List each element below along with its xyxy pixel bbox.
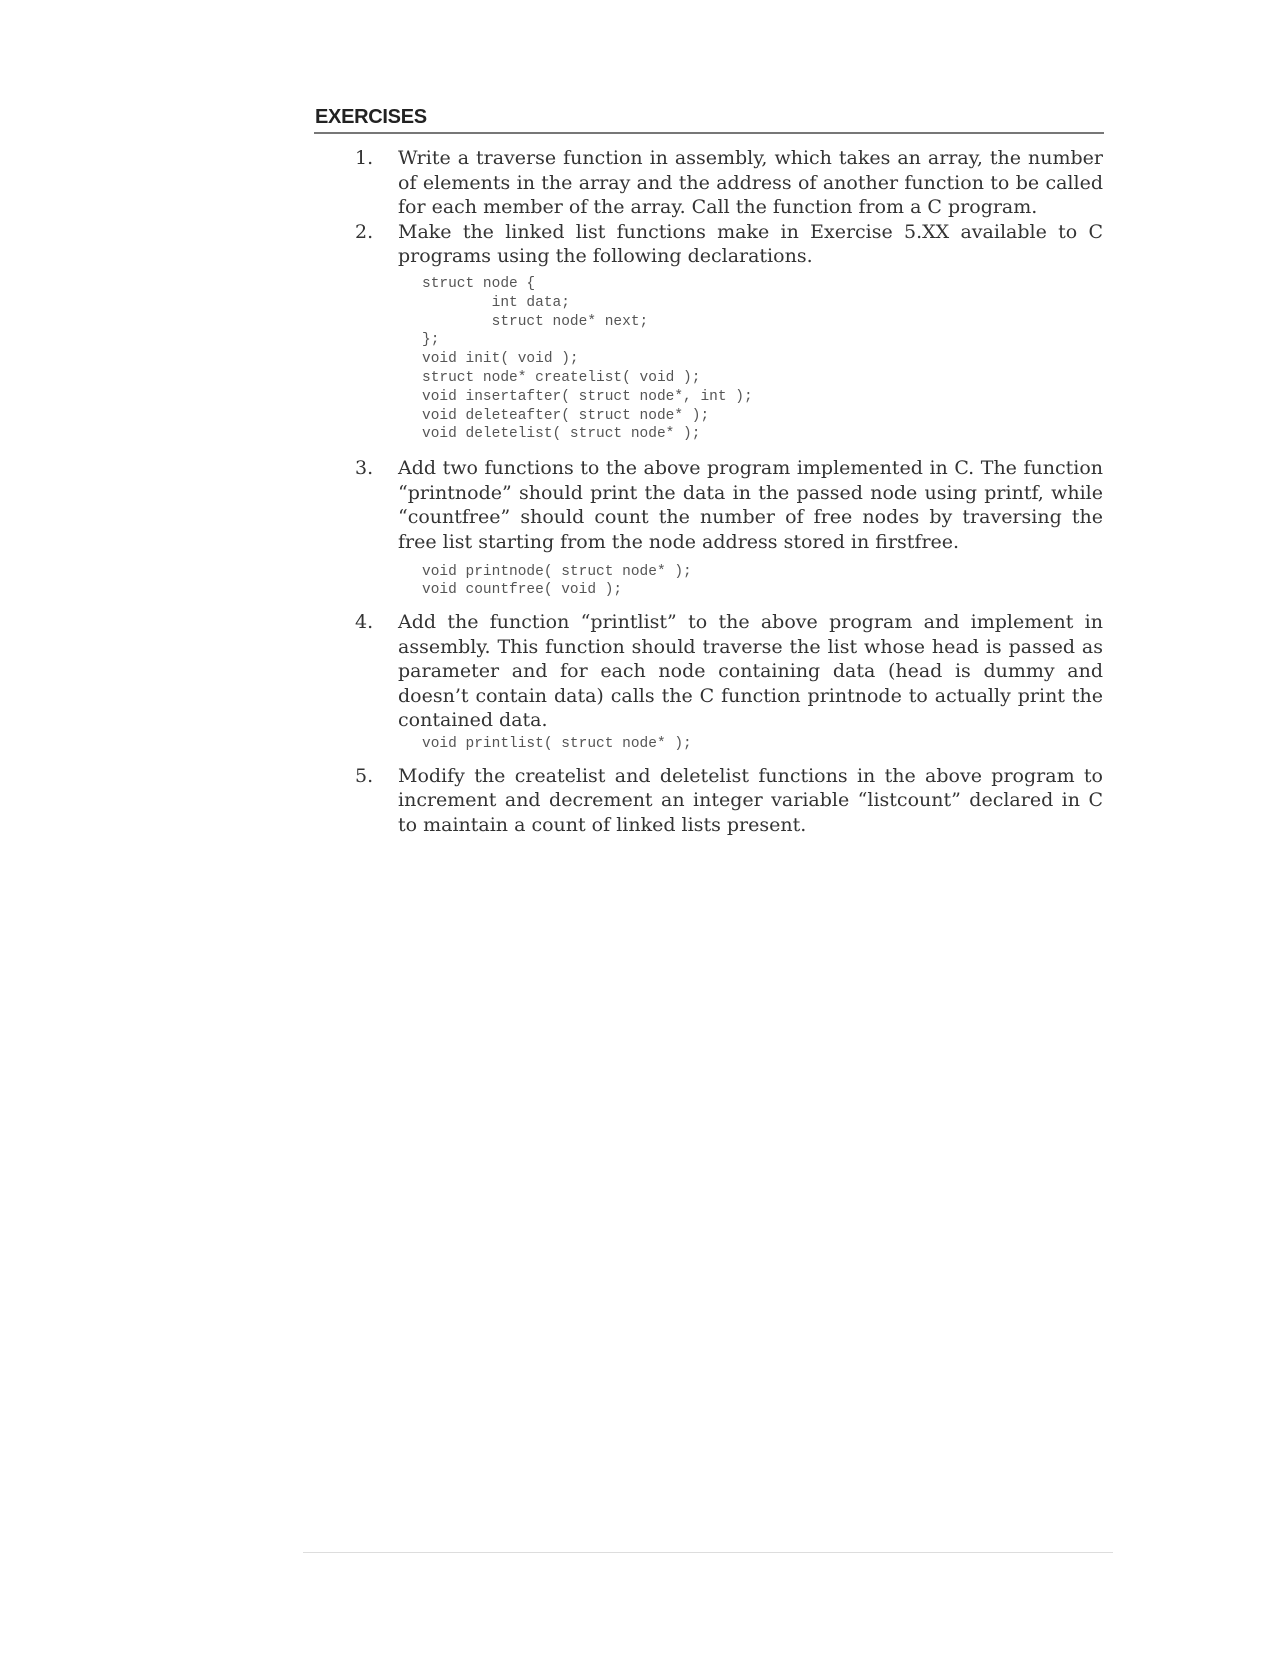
exercise-item-5 bbox=[355, 764, 1103, 838]
code-block: void printlist( struct node* ); bbox=[422, 736, 692, 753]
heading-rule bbox=[314, 132, 1104, 134]
section-heading: EXERCISES bbox=[315, 106, 427, 128]
exercise-text: Add two functions to the above program implemented in C. The function “printnode” should print the data in the passed node using printf, while “countfree” should count the number of free nodes by traversing the free list starting from the node address stored in firstfree. bbox=[398, 457, 1103, 553]
code-block: void printnode( struct node* ); void countfree( void ); bbox=[422, 563, 692, 599]
exercise-item-3 bbox=[355, 456, 1103, 600]
exercise-number: 4. bbox=[355, 611, 374, 634]
exercise-item-4 bbox=[355, 610, 1103, 754]
code-block: struct node { int data; struct node* next; }; void init( void ); struct node* createlist( void ); void insertafter( struct node*, int ); void deleteafter( struct node* ); void deletelist( struct node* ); bbox=[422, 275, 753, 443]
exercise-number: 3. bbox=[355, 457, 374, 480]
exercise-item-1 bbox=[355, 146, 1103, 220]
exercise-item-2 bbox=[355, 220, 1103, 444]
footer-rule bbox=[303, 1552, 1113, 1553]
exercise-number: 1. bbox=[355, 147, 374, 169]
exercise-text: Make the linked list functions make in Exercise 5.XX available to C programs using the following declarations. bbox=[398, 220, 1103, 268]
exercise-text: Write a traverse function in assembly, which takes an array, the number of elements in the array and the address of another function to be called for each member of the array. Call the function from a C program. bbox=[398, 147, 1103, 219]
exercise-number: 2. bbox=[355, 220, 374, 243]
exercise-list bbox=[355, 146, 1103, 838]
exercise-text: Modify the createlist and deletelist functions in the above program to increment and decrement an integer variable “listcount” declared in C to maintain a count of linked lists present. bbox=[398, 764, 1103, 837]
exercise-text: Add the function “printlist” to the above program and implement in assembly. This function should traverse the list whose head is passed as parameter and for each node containing data (head is dummy and doesn’t contain data) calls the C function printnode to actually print the contained data. bbox=[398, 611, 1103, 732]
exercise-number: 5. bbox=[355, 764, 374, 787]
